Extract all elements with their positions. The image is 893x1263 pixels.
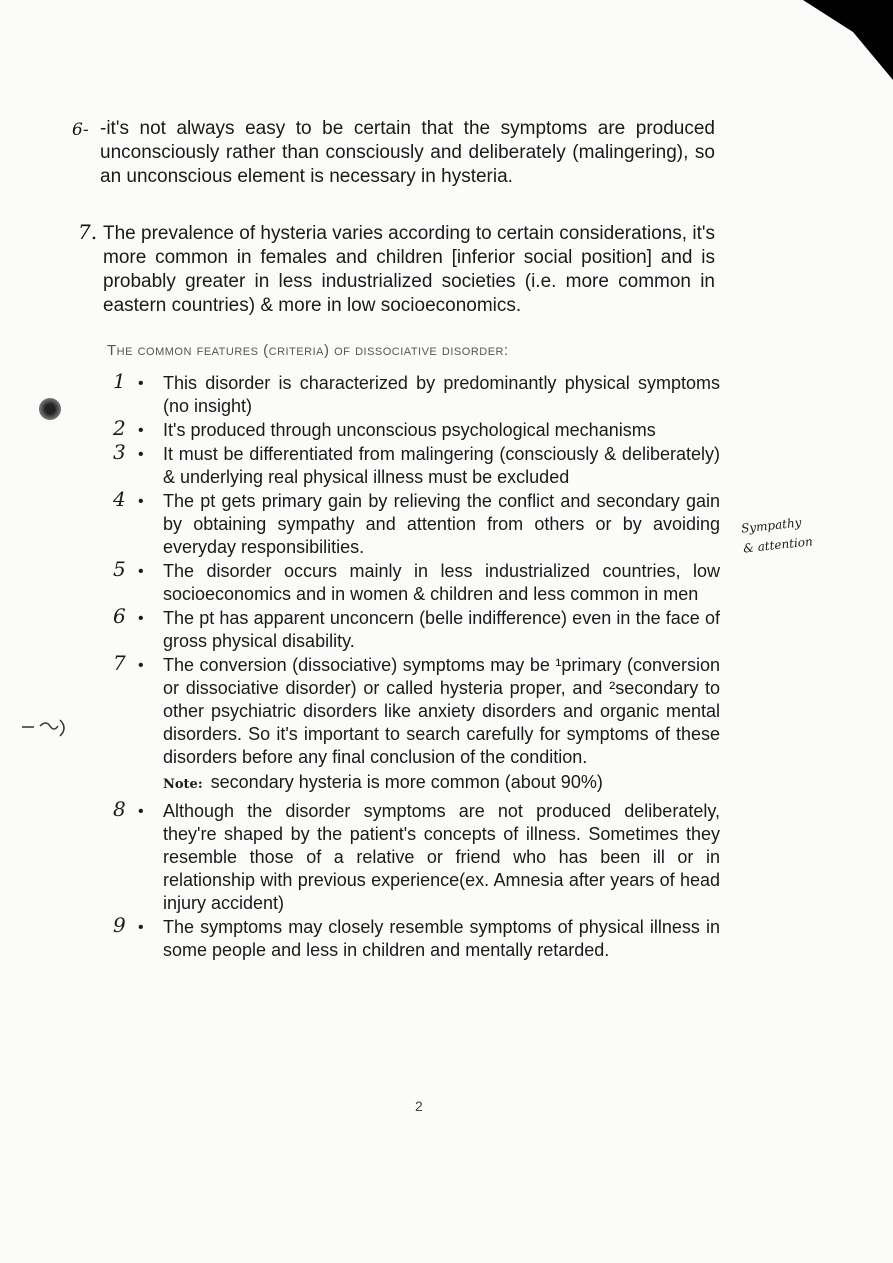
item-number: 8 (113, 797, 126, 821)
list-item (110, 440, 720, 489)
paragraph-6: -it's not always easy to be certain that the symptoms are produced unconsciously rather than consciously and deliberately (malingering), so an unconscious element is necessary in hysteria. (100, 118, 715, 187)
item-text: The pt gets primary gain by relieving the conflict and secondary gain by obtaining sympathy and attention from others or by avoiding everyday responsibilities. (163, 491, 720, 557)
note (110, 771, 720, 796)
list-item (110, 416, 720, 442)
bullet-icon: • (138, 610, 144, 627)
bullet-icon: • (138, 493, 144, 510)
item-text: The disorder occurs mainly in less industrialized countries, low socioeconomics and in women & children and less common in men (163, 561, 720, 604)
list-item (110, 369, 720, 418)
bullet-icon: • (138, 919, 144, 936)
margin-note (740, 511, 814, 558)
margin-squiggle-icon (20, 712, 70, 742)
item-number: 2 (113, 416, 126, 440)
bullet-icon: • (138, 375, 144, 392)
scan-corner-shadow (793, 0, 893, 80)
item-text: It's produced through unconscious psychological mechanisms (163, 420, 656, 440)
bullet-icon: • (138, 446, 144, 463)
paragraph-7: The prevalence of hysteria varies according to certain considerations, it's more common in females and children [inferior social position] and is probably greater in less industrialized societies (i.e. more common in eastern countries) & more in low socioeconomics. (103, 223, 715, 316)
item-text: The conversion (dissociative) symptoms may be ¹primary (conversion or dissociative disorder) or called hysteria proper, and ²secondary to other psychiatric disorders like anxiety disorders and organic mental disorders. So it's important to search carefully for symptoms of these disorders before any final conclusion of the condition. (163, 655, 720, 767)
item-text: Although the disorder symptoms are not produced deliberately, they're shaped by the patient's concepts of illness. Sometimes they resemble those of a relative or friend who has been ill or in relationship with previous experience(ex. Amnesia after years of head injury accident) (163, 801, 720, 913)
bullet-icon: • (138, 803, 144, 820)
bullet-icon: • (138, 563, 144, 580)
note-text: secondary hysteria is more common (about 90%) (210, 772, 603, 792)
paragraph-6-number: 6- (72, 120, 89, 140)
list-item (110, 797, 720, 915)
list-item (110, 557, 720, 606)
list-item (110, 487, 720, 559)
item-number: 4 (113, 487, 126, 511)
item-text: The symptoms may closely resemble symptoms of physical illness in some people and less in children and mentally retarded. (163, 917, 720, 960)
paragraph-7-number: 7. (78, 220, 98, 244)
item-number: 5 (113, 557, 126, 581)
item-number: 3 (113, 440, 126, 464)
note-label: Note: (163, 777, 203, 792)
features-list (110, 369, 720, 963)
item-text: The pt has apparent unconcern (belle indifference) even in the face of gross physical disability. (163, 608, 720, 651)
page-number: 2 (415, 1098, 423, 1114)
list-item (110, 651, 720, 769)
item-text: This disorder is characterized by predominantly physical symptoms (no insight) (163, 373, 720, 416)
item-number: 9 (113, 913, 126, 937)
bullet-icon: • (138, 657, 144, 674)
margin-note-line-2: & attention (742, 534, 814, 556)
list-item (110, 604, 720, 653)
bullet-icon: • (138, 422, 144, 439)
item-number: 7 (113, 651, 126, 675)
margin-note-line-1: Sympathy (740, 515, 803, 536)
item-number: 6 (113, 604, 126, 628)
item-text: It must be differentiated from malingering (consciously & deliberately) & underlying real physical illness must be excluded (163, 444, 720, 487)
item-number: 1 (113, 369, 126, 393)
list-item (110, 913, 720, 962)
features-heading: The common features (criteria) of dissociative disorder: (107, 342, 509, 359)
punch-hole (39, 398, 61, 420)
